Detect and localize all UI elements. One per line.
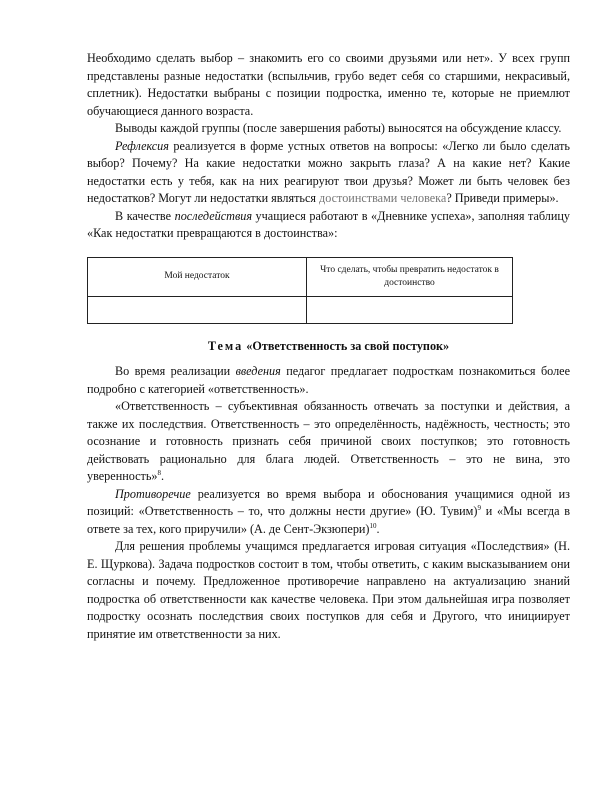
term-introduction: введения <box>235 364 281 378</box>
paragraph-contradiction <box>87 486 570 539</box>
paragraph-reflection <box>87 138 570 208</box>
table-header-row <box>88 257 513 296</box>
footnote-ref: 9 <box>477 503 481 512</box>
document-page <box>87 50 570 643</box>
term-reflection: Рефлексия <box>115 138 169 153</box>
paragraph-aftereffect <box>87 208 570 243</box>
paragraph-definition <box>87 398 570 486</box>
paragraph-game: Для решения проблемы учащимся предлагается игровая ситуация «Последствия» (Н. Е. Щуркова). Задача подростков состоит в том, чтобы ответить, с каким высказыванием они согласны и почему. Предложенное противоречие направлено на актуализацию знаний подростка об ответственности как качестве человека. При этом дальнейшая игра позволяет подростку осознать последствия своих поступков для себя и Другого, что инициирует принятие им ответственности за них. <box>87 539 570 641</box>
aftereffect-text: учащиеся работают в «Дневнике успеха», заполняя таблицу «Как недостатки превращаются в достоинства»: <box>87 208 570 240</box>
table-cell <box>88 296 307 323</box>
paragraph-choice: Необходимо сделать выбор – знакомить его со своими друзьями или нет». У всех групп представлены разные недостатки (вспыльчив, грубо ведет себя со старшими, некрасивый, сплетник). Недостатки выбраны с позиции подростка, именно те, которые не приемлют обучающиеся данного возраста. <box>87 51 570 118</box>
definition-end: . <box>161 469 165 483</box>
introduction-start: Во время реализации <box>115 364 236 378</box>
reflection-text: реализуется в форме устных ответов на вопросы: «Легко ли было сделать выбор? Почему? На какие недостатки можно закрыть глаза? А на какие нет? Какие недостатки есть у тебя, как на них реагируют твои друзья? Может ли быть человек без недостатков? Могут ли недостатки являться <box>87 138 570 205</box>
term-contradiction: Противоречие <box>115 486 191 501</box>
section-title-word: Тема <box>207 338 244 353</box>
contradiction-text: реализуется во время выбора и обоснования учащимися одной из позиций: «Ответственность – то, что должны нести другие» (Ю. Тувим) <box>87 486 570 518</box>
contradiction-end: . <box>376 521 380 536</box>
table-cell <box>307 296 513 323</box>
footnote-ref: 8 <box>157 468 162 477</box>
introduction-text: педагог предлагает подросткам познакомиться более подробно с категорией «ответственность». <box>87 364 570 396</box>
paragraph-conclusions: Выводы каждой группы (после завершения работы) выносятся на обсуждение классу. <box>115 121 562 135</box>
footnote-ref: 10 <box>369 521 377 530</box>
table-header-my-flaw: Мой недостаток <box>88 257 307 296</box>
section-title-text: «Ответственность за свой поступок» <box>246 338 450 353</box>
term-aftereffect: последействия <box>174 208 252 223</box>
reflection-grey-text: достоинствами человека <box>319 191 447 205</box>
section-title <box>87 338 570 356</box>
table-header-transform: Что сделать, чтобы превратить недостаток в достоинство <box>307 257 513 296</box>
paragraph-introduction <box>87 363 570 398</box>
definition-text: «Ответственность – субъективная обязанность отвечать за поступки и действия, а также их последствия. Ответственность – это определённость, надёжность, честность; это осознание и готовность признать себя причиной своих поступков; это готовность действовать рационально для блага людей. Ответственность – это не вина, это уверенность» <box>87 399 570 483</box>
reflection-end: ? Приведи примеры». <box>446 191 559 205</box>
table-row <box>88 296 513 323</box>
contradiction-mid: и «Мы всегда в ответе за тех, кого приручили» (А. де Сент-Экзюпери) <box>87 504 570 536</box>
success-diary-table <box>87 257 513 324</box>
aftereffect-start: В качестве <box>115 208 175 223</box>
